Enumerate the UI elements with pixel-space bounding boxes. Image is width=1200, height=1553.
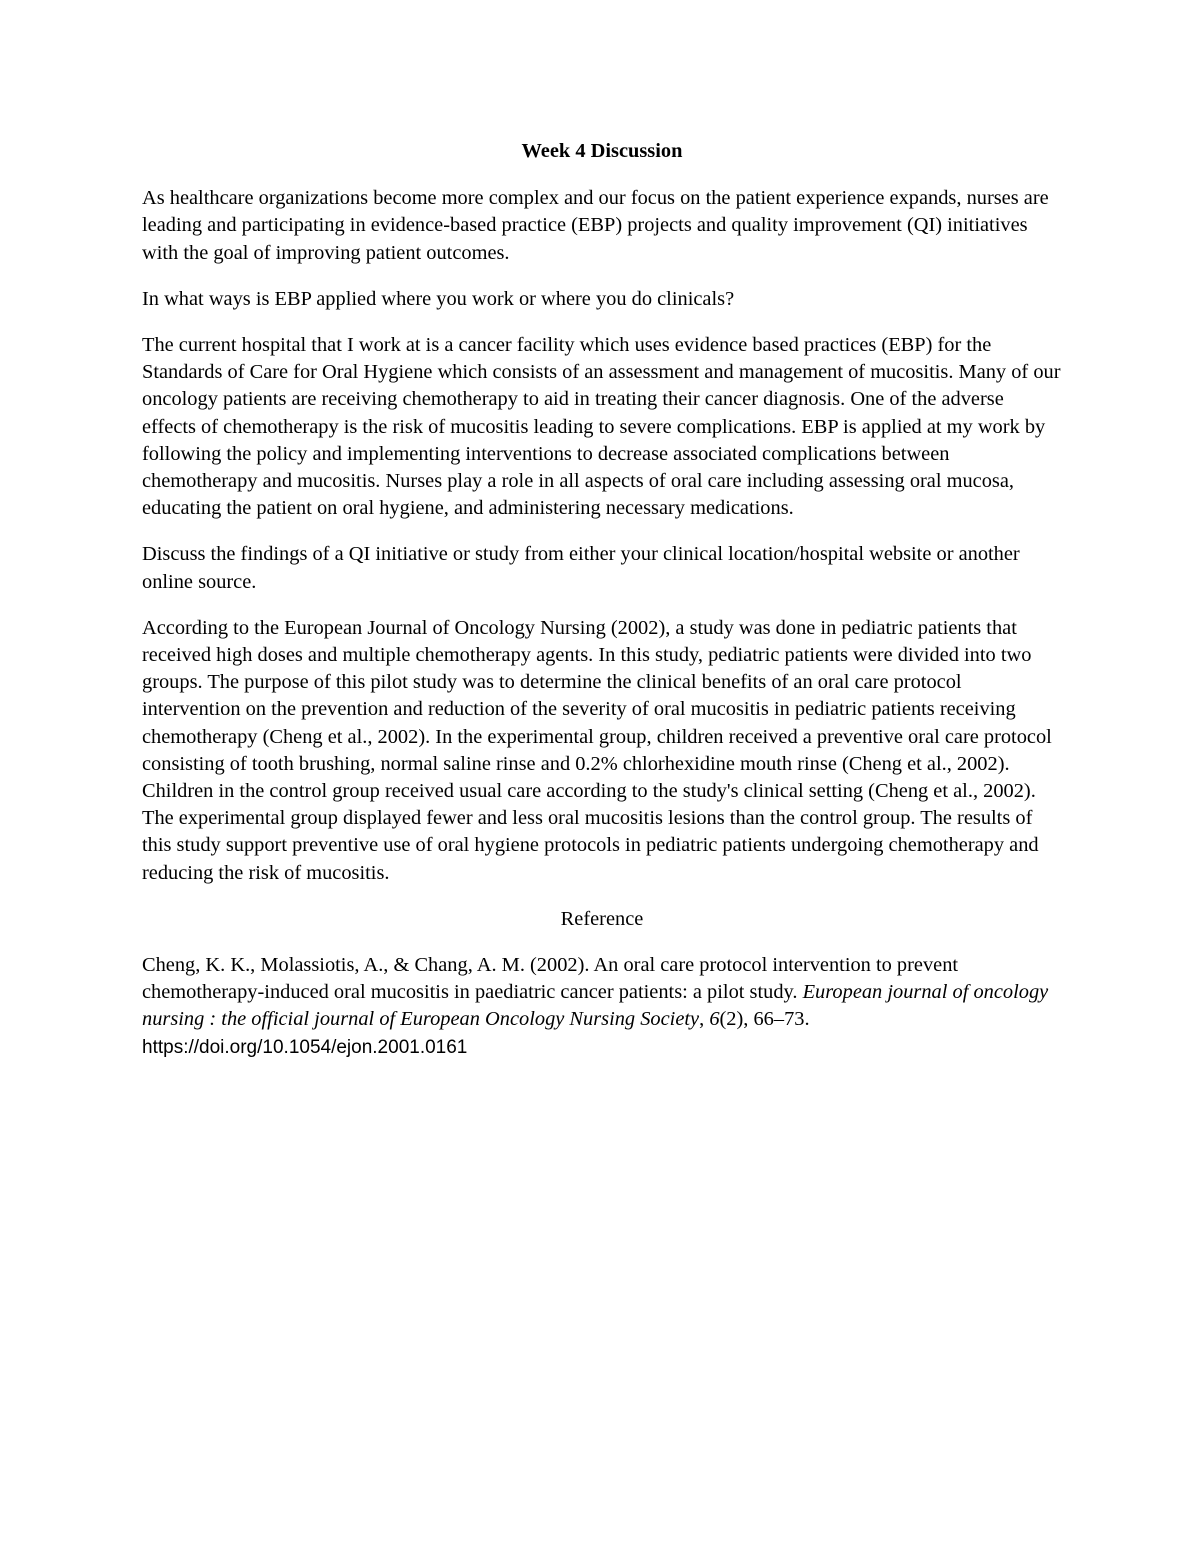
reference-doi-link[interactable]: https://doi.org/10.1054/ejon.2001.0161 — [142, 1036, 468, 1058]
answer-1-paragraph: The current hospital that I work at is a cancer facility which uses evidence based practices (EBP) for the Standards of Care for Oral Hygiene which consists of an assessment and management of mucositis. Many of our oncology patients are receiving chemotherapy to aid in treating their cancer diagnosis. One of the adverse effects of chemotherapy is the risk of mucositis leading to severe complications. EBP is applied at my work by following the policy and implementing interventions to decrease associated complications between chemotherapy and mucositis. Nurses play a role in all aspects of oral care including assessing oral mucosa, educating the patient on oral hygiene, and administering necessary medications. — [142, 334, 1061, 520]
document-page — [142, 138, 1062, 1061]
question-2: Discuss the findings of a QI initiative or study from either your clinical location/hospital website or another online source. — [142, 543, 1020, 593]
document-title: Week 4 Discussion — [521, 140, 683, 162]
reference-volume: 6 — [709, 1008, 720, 1031]
question-1: In what ways is EBP applied where you work or where you do clinicals? — [142, 287, 735, 310]
reference-authors-title: Cheng, K. K., Molassiotis, A., & Chang, A. M. (2002). An oral care protocol intervention to prevent chemotherapy-induced oral mucositis in paediatric cancer patients: a pilot study. — [142, 954, 959, 1004]
reference-journal: European journal of oncology nursing : the official journal of European Oncology Nursing Society — [142, 981, 1049, 1031]
reference-heading: Reference — [560, 907, 644, 930]
intro-paragraph: As healthcare organizations become more complex and our focus on the patient experience expands, nurses are leading and participating in evidence-based practice (EBP) projects and quality improvement (QI) initiatives with the goal of improving patient outcomes. — [142, 187, 1049, 264]
reference-separator: , — [699, 1008, 710, 1031]
reference-entry — [142, 952, 1062, 1061]
reference-issue-pages: (2), 66–73. — [719, 1008, 810, 1031]
answer-2-paragraph: According to the European Journal of Oncology Nursing (2002), a study was done in pediatric patients that received high doses and multiple chemotherapy agents. In this study, pediatric patients were divided into two groups. The purpose of this pilot study was to determine the clinical benefits of an oral care protocol intervention on the prevention and reduction of the severity of oral mucositis in pediatric patients receiving chemotherapy (Cheng et al., 2002). In the experimental group, children received a preventive oral care protocol consisting of tooth brushing, normal saline rinse and 0.2% chlorhexidine mouth rinse (Cheng et al., 2002). Children in the control group received usual care according to the study's clinical setting (Cheng et al., 2002). The experimental group displayed fewer and less oral mucositis lesions than the control group. The results of this study support preventive use of oral hygiene protocols in pediatric patients undergoing chemotherapy and reducing the risk of mucositis. — [142, 616, 1052, 884]
